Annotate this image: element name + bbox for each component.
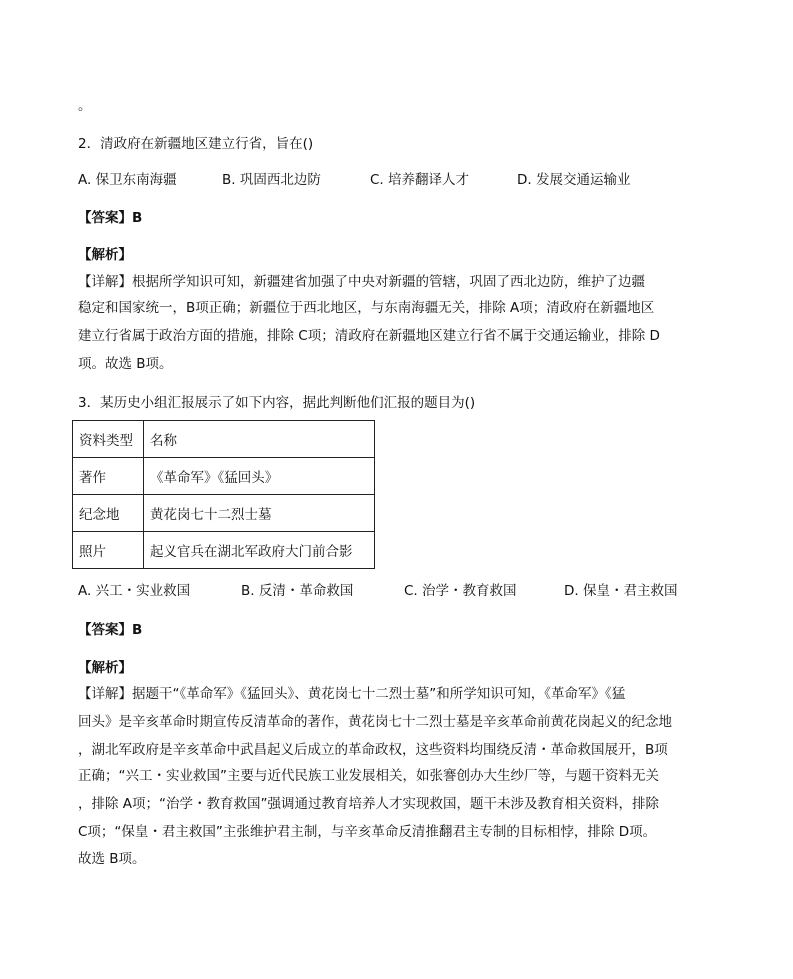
table-cell: 黄花岗七十二烈士墓 xyxy=(144,495,375,532)
q3-detail-line: ，湖北军政府是辛亥革命中武昌起义后成立的革命政权，这些资料均围绕反清・革命救国展开，B项 xyxy=(78,742,668,758)
table-cell: 纪念地 xyxy=(73,495,144,532)
q3-answer: 【答案】B xyxy=(78,622,143,638)
q2-analysis-label: 【解析】 xyxy=(78,247,132,263)
q2-detail-line: 项。故选 B项。 xyxy=(78,356,173,372)
q2-detail-line: 【详解】根据所学知识可知，新疆建省加强了中央对新疆的管辖，巩固了西北边防，维护了边疆 xyxy=(78,274,645,290)
table-header-cell: 名称 xyxy=(144,421,375,458)
q3-analysis-label: 【解析】 xyxy=(78,660,132,676)
question-2-stem: 2．清政府在新疆地区建立行省，旨在() xyxy=(78,136,314,152)
question-3-stem: 3．某历史小组汇报展示了如下内容，据此判断他们汇报的题目为() xyxy=(78,395,476,411)
q3-option-d: D. 保皇・君主救国 xyxy=(564,583,678,599)
q3-detail-line: ，排除 A项；“治学・教育救国”强调通过教育培养人才实现救国，题干未涉及教育相关资料，排除 xyxy=(78,796,660,812)
q2-option-d: D. 发展交通运输业 xyxy=(517,172,631,188)
table-row xyxy=(73,532,375,569)
table-header-cell: 资料类型 xyxy=(73,421,144,458)
table-cell: 起义官兵在湖北军政府大门前合影 xyxy=(144,532,375,569)
q3-detail-line: 【详解】据题干“《革命军》《猛回头》、黄花岗七十二烈士墓”和所学知识可知，《革命军》《猛 xyxy=(78,686,626,702)
q3-option-c: C. 治学・教育救国 xyxy=(404,583,517,599)
table-row xyxy=(73,458,375,495)
q2-option-b: B. 巩固西北边防 xyxy=(222,172,321,188)
table-row xyxy=(73,495,375,532)
q2-detail-line: 建立行省属于政治方面的措施，排除 C项；清政府在新疆地区建立行省不属于交通运输业，排除 D xyxy=(78,328,660,344)
table-cell: 照片 xyxy=(73,532,144,569)
q2-answer: 【答案】B xyxy=(78,210,143,226)
q3-detail-line: C项；“保皇・君主救国”主张维护君主制，与辛亥革命反清推翻君主专制的目标相悖，排除 D项。 xyxy=(78,824,657,840)
q2-option-c: C. 培养翻译人才 xyxy=(370,172,470,188)
q3-option-a: A. 兴工・实业救国 xyxy=(78,583,191,599)
table-cell: 《革命军》《猛回头》 xyxy=(144,458,375,495)
q3-detail-line: 故选 B项。 xyxy=(78,851,146,867)
q3-detail-line: 回头》是辛亥革命时期宣传反清革命的著作，黄花岗七十二烈士墓是辛亥革命前黄花岗起义的纪念地 xyxy=(78,714,672,730)
table-header-row xyxy=(73,421,375,458)
q2-option-a: A. 保卫东南海疆 xyxy=(78,172,177,188)
q3-detail-line: 正确；“兴工・实业救国”主要与近代民族工业发展相关，如张謇创办大生纱厂等，与题干资料无关 xyxy=(78,768,659,784)
q3-option-b: B. 反清・革命救国 xyxy=(241,583,354,599)
q2-detail-line: 稳定和国家统一，B项正确；新疆位于西北地区，与东南海疆无关，排除 A项；清政府在新疆地区 xyxy=(78,300,655,316)
table-cell: 著作 xyxy=(73,458,144,495)
top-mark: 。 xyxy=(78,98,92,114)
q3-source-table xyxy=(72,420,375,569)
